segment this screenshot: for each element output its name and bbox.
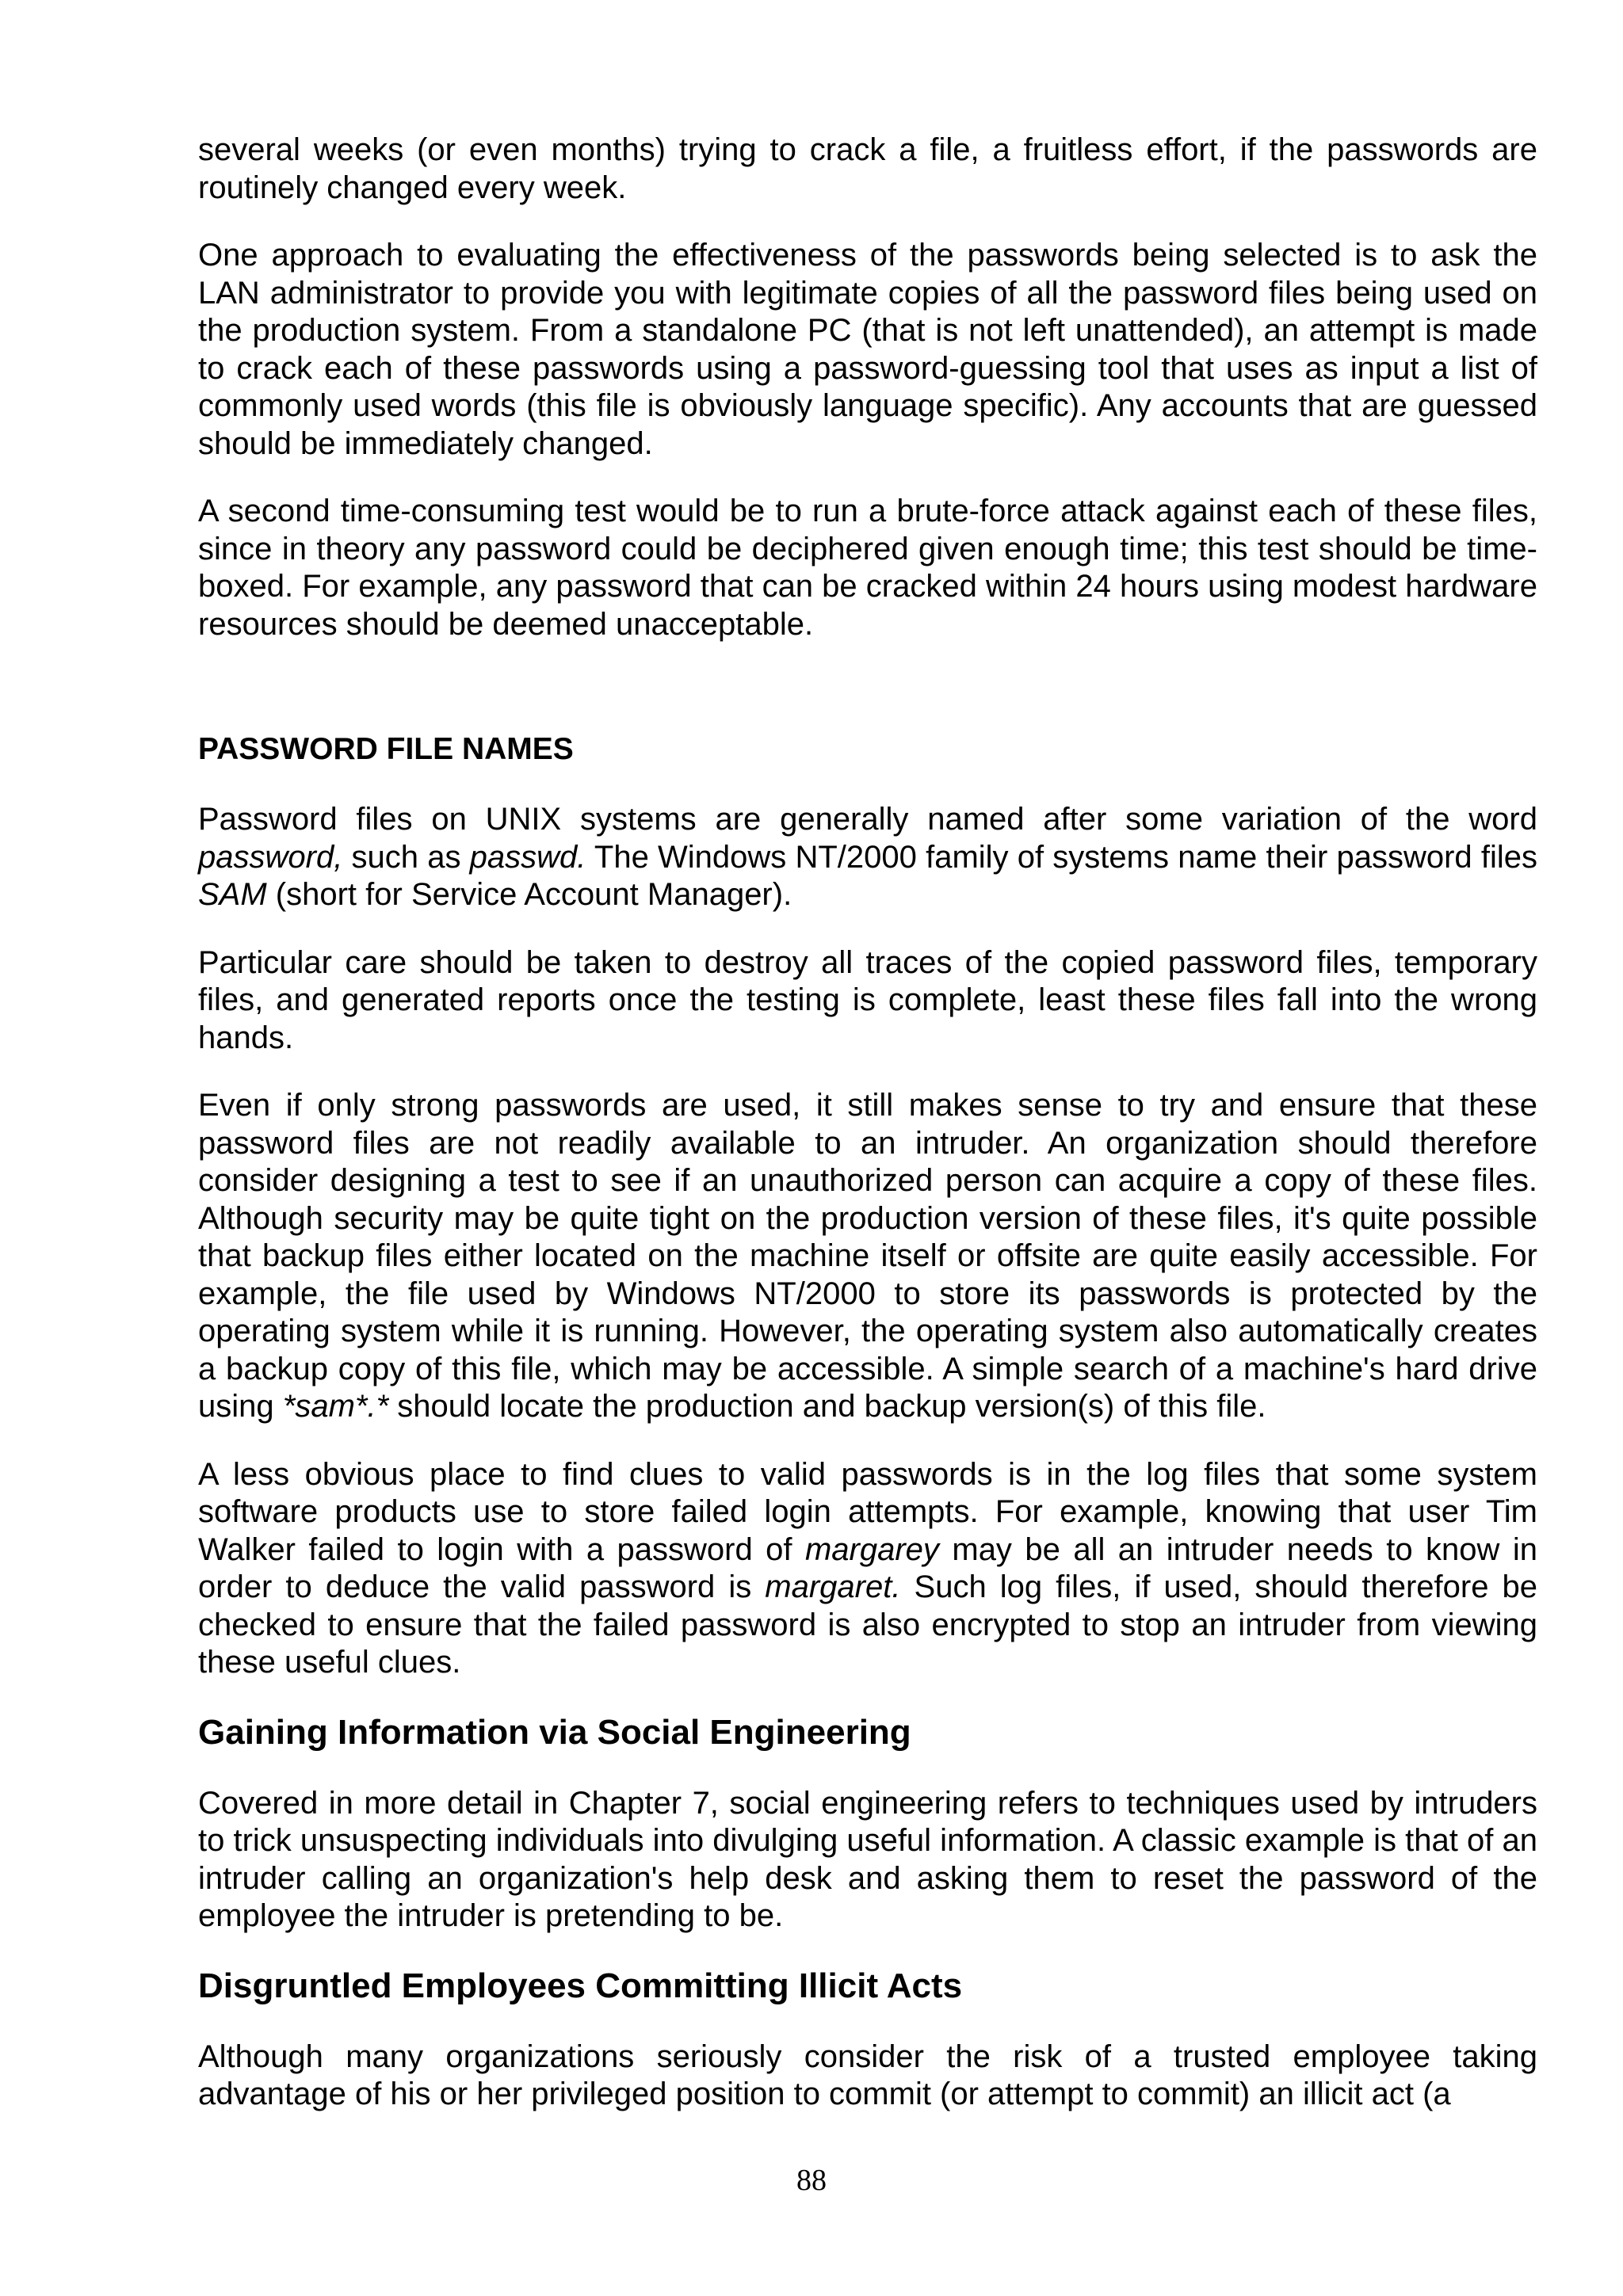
paragraph-evaluating-passwords: One approach to evaluating the effectiveness of the passwords being selected is to ask the LAN administrator to provide you with legitimate copies of all the password files being used on the production system. From a standalone PC (that is not left unattended), an attempt is made to crack each of these passwords using a password-guessing tool that uses as input a list of commonly used words (this file is obviously language specific). Any accounts that are guessed should be immediately changed. <box>198 238 1537 461</box>
text: Even if only strong passwords are used, it still makes sense to try and ensure that these password files are not readily available to an intruder. An organization should therefore consider designing a test to see if an unauthorized person can acquire a copy of these files. Although security may be quite tight on the production version of these files, it's quite possible that backup files either located on the machine itself or offsite are quite easily accessible. For example, the file used by Windows NT/2000 to store its passwords is protected by the operating system while it is running. However, the operating system also automatically creates a backup copy of this file, which may be accessible. A simple search of a machine's hard drive using <box>198 1088 1537 1424</box>
italic-term: *sam*.* <box>282 1389 389 1424</box>
paragraph-brute-force: A second time-consuming test would be to run a brute-force attack against each of these files, since in theory any password could be deciphered given enough time; this test should be time-boxed. For example, any password that can be cracked within 24 hours using modest hardware resources should be deemed unacceptable. <box>198 494 1537 642</box>
paragraph-log-files <box>198 1456 1537 1682</box>
heading-disgruntled-employees: Disgruntled Employees Committing Illicit Acts <box>198 1966 963 2005</box>
page-body <box>198 132 1537 2144</box>
paragraph-password-file-names <box>198 801 1537 914</box>
paragraph-social-engineering: Covered in more detail in Chapter 7, social engineering refers to techniques used by intruders to trick unsuspecting individuals into divulging useful information. A classic example is that of an intruder calling an organization's help desk and asking them to reset the password of the employee the intruder is pretending to be. <box>198 1785 1537 1933</box>
text: (short for Service Account Manager). <box>266 877 792 912</box>
italic-term: passwd. <box>469 839 586 875</box>
paragraph-continued: several weeks (or even months) trying to crack a file, a fruitless effort, if the passwords are routinely changed every week. <box>198 132 1537 205</box>
paragraph-destroy-traces: Particular care should be taken to destroy all traces of the copied password files, temporary files, and generated reports once the testing is complete, least these files fall into the wrong hands. <box>198 944 1537 1055</box>
page-number: 88 <box>796 2164 827 2197</box>
text: Such log files, if used, should therefore be checked to ensure that the failed password is also encrypted to stop an intruder from viewing these useful clues. <box>198 1569 1538 1680</box>
text: Password files on UNIX systems are generally named after some variation of the word <box>198 802 1537 837</box>
heading-social-engineering: Gaining Information via Social Engineering <box>198 1712 911 1752</box>
heading-password-file-names: PASSWORD FILE NAMES <box>198 732 574 766</box>
paragraph-disgruntled-employees: Although many organizations seriously consider the risk of a trusted employee taking advantage of his or her privileged position to commit (or attempt to commit) an illicit act (a <box>198 2039 1537 2111</box>
text: The Windows NT/2000 family of systems name their password files <box>586 839 1537 875</box>
italic-term: margarey <box>804 1531 939 1567</box>
italic-term: password, <box>198 839 343 875</box>
italic-term: margaret. <box>765 1569 901 1604</box>
italic-term: SAM <box>198 877 267 912</box>
text: should locate the production and backup version(s) of this file. <box>388 1389 1266 1424</box>
text: such as <box>342 839 470 875</box>
paragraph-strong-passwords <box>198 1087 1537 1426</box>
text: may be all an intruder needs to know in order to deduce the valid password is <box>198 1531 1537 1604</box>
text: A less obvious place to find clues to valid passwords is in the log files that some system software products use to store failed login attempts. For example, knowing that user Tim Walker failed to login with a password of <box>198 1456 1537 1567</box>
